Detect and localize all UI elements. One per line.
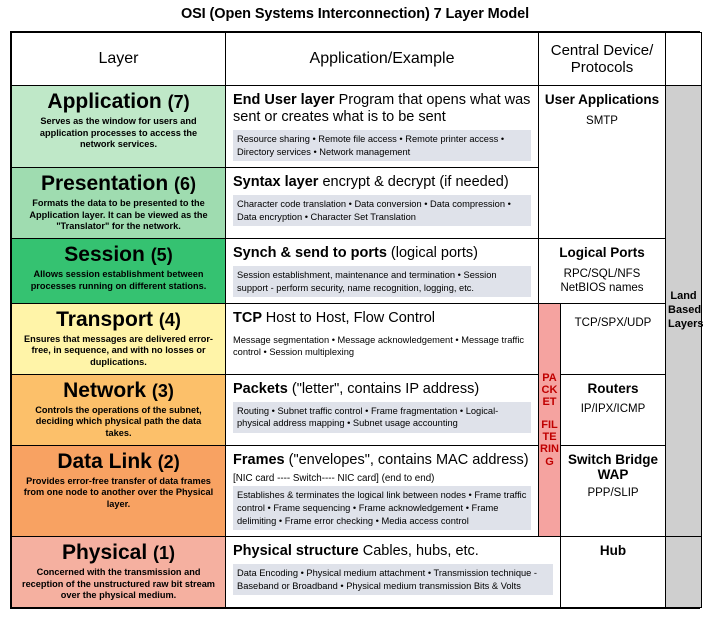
device-sub-session: RPC/SQL/NFS NetBIOS names bbox=[560, 267, 644, 294]
device-sub-application: SMTP bbox=[586, 114, 618, 127]
layer-cell-network bbox=[12, 374, 226, 445]
app-detail-transport: Message segmentation • Message acknowledgement • Message traffic control • Session multiplexing bbox=[233, 334, 525, 358]
land-cell-physical bbox=[666, 536, 702, 607]
device-main-application: User Applications bbox=[544, 92, 660, 107]
device-sub-transport: TCP/SPX/UDP bbox=[574, 316, 652, 329]
layer-cell-session bbox=[12, 239, 226, 304]
packet-filtering-word2: FILTERING bbox=[540, 418, 559, 468]
table-row-session bbox=[12, 239, 702, 304]
layer-cell-application bbox=[12, 86, 226, 168]
layer-name-application: Application (7) bbox=[47, 90, 190, 113]
layer-name-transport: Transport (4) bbox=[56, 307, 181, 331]
layer-description-transport: Ensures that messages are delivered error-free, in sequence, and with no losses or duplications. bbox=[24, 333, 213, 367]
app-cell-physical bbox=[226, 536, 561, 607]
device-cell-physical bbox=[561, 536, 666, 607]
app-detail-presentation: Character code translation • Data conversion • Data compression • Data encryption • Character Set Translation bbox=[233, 195, 531, 226]
layer-cell-physical bbox=[12, 536, 226, 607]
layer-name-data-link: Data Link (2) bbox=[57, 449, 180, 473]
app-head-data-link: Frames ("envelopes", contains MAC address) bbox=[233, 451, 529, 468]
layer-description-session: Allows session establishment between processes running on different stations. bbox=[30, 269, 207, 291]
app-head-physical: Physical structure Cables, hubs, etc. bbox=[233, 542, 479, 559]
land-based-layers-cell bbox=[666, 86, 702, 537]
device-main-network: Routers bbox=[587, 380, 639, 396]
device-cell-transport bbox=[561, 303, 666, 374]
layer-description-data-link: Provides error-free transfer of data frames from one node to another over the Physical layer. bbox=[23, 475, 214, 509]
packet-filtering-word1: PACKET bbox=[541, 371, 558, 409]
app-cell-transport bbox=[226, 303, 539, 374]
app-cell-data-link bbox=[226, 445, 539, 536]
table-row-network bbox=[12, 374, 702, 445]
table-row-physical bbox=[12, 536, 702, 607]
app-head-transport: TCP Host to Host, Flow Control bbox=[233, 309, 436, 326]
device-main-data-link: Switch Bridge WAP bbox=[568, 451, 659, 483]
app-cell-presentation bbox=[226, 168, 539, 239]
app-cell-network bbox=[226, 374, 539, 445]
header-land-spacer bbox=[666, 33, 702, 86]
app-subnote-data-link: [NIC card ---- Switch---- NIC card] (end to end) bbox=[233, 472, 435, 484]
device-cell-network bbox=[561, 374, 666, 445]
table-row-transport bbox=[12, 303, 702, 374]
app-cell-application bbox=[226, 86, 539, 168]
device-main-session: Logical Ports bbox=[559, 245, 645, 261]
app-head-session: Synch & send to ports (logical ports) bbox=[233, 245, 478, 262]
device-sub-network: IP/IPX/ICMP bbox=[580, 403, 646, 416]
page-title: OSI (Open Systems Interconnection) 7 Layer Model bbox=[180, 6, 530, 22]
layer-cell-presentation bbox=[12, 168, 226, 239]
header-central-device bbox=[539, 33, 666, 86]
app-detail-data-link: Establishes & terminates the logical link between nodes • Frame traffic control • Frame sequencing • Frame acknowledgement • Frame delimiting • Frame error checking • Media access control bbox=[233, 486, 531, 530]
app-head-network: Packets ("letter", contains IP address) bbox=[233, 380, 480, 397]
device-cell-session bbox=[539, 239, 666, 304]
header-application: Application/Example bbox=[226, 33, 539, 86]
layer-description-physical: Concerned with the transmission and reception of the unstructured raw bit stream over the physical medium. bbox=[22, 567, 215, 600]
table-row-data-link bbox=[12, 445, 702, 536]
app-detail-application: Resource sharing • Remote file access • Remote printer access • Directory services • Network management bbox=[233, 130, 531, 161]
app-head-application: End User layer Program that opens what was sent or creates what is to be sent bbox=[233, 92, 531, 126]
layer-description-network: Controls the operations of the subnet, deciding which physical path the data takes. bbox=[35, 404, 202, 438]
layer-cell-transport bbox=[12, 303, 226, 374]
layer-name-network: Network (3) bbox=[63, 378, 174, 402]
layer-cell-data-link bbox=[12, 445, 226, 536]
app-detail-session: Session establishment, maintenance and termination • Session support - perform security, name recognition, logging, etc. bbox=[233, 266, 531, 297]
header-central-device-line1: Central Device/ bbox=[550, 41, 654, 59]
device-sub-data-link: PPP/SLIP bbox=[587, 486, 639, 499]
osi-table bbox=[11, 32, 702, 608]
layer-name-session: Session (5) bbox=[64, 243, 173, 267]
device-cell-application bbox=[539, 86, 666, 239]
device-main-physical: Hub bbox=[599, 542, 627, 558]
app-detail-physical: Data Encoding • Physical medium attachment • Transmission technique - Baseband or Broadband • Physical medium transmission Bits & Volts bbox=[233, 564, 553, 595]
app-detail-network: Routing • Subnet traffic control • Frame fragmentation • Logical-physical address mapping • Subnet usage accounting bbox=[233, 402, 531, 433]
header-central-device-line2: Protocols bbox=[570, 59, 634, 76]
osi-table-frame bbox=[10, 31, 704, 609]
layer-description-presentation: Formats the data to be presented to the Application layer. It can be viewed as the "Translator" for the network. bbox=[29, 198, 208, 232]
layer-name-physical: Physical (1) bbox=[61, 540, 176, 564]
table-header-row bbox=[12, 33, 702, 86]
layer-name-presentation: Presentation (6) bbox=[40, 172, 197, 195]
packet-filtering-cell bbox=[539, 303, 561, 536]
table-row-application bbox=[12, 86, 702, 168]
header-layer: Layer bbox=[12, 33, 226, 86]
layer-description-application: Serves as the window for users and application processes to access the network services. bbox=[39, 116, 198, 150]
land-based-layers-label: Land Based Layers bbox=[668, 290, 704, 330]
app-cell-session bbox=[226, 239, 539, 304]
device-cell-data-link bbox=[561, 445, 666, 536]
app-head-presentation: Syntax layer encrypt & decrypt (if needed) bbox=[233, 174, 509, 190]
